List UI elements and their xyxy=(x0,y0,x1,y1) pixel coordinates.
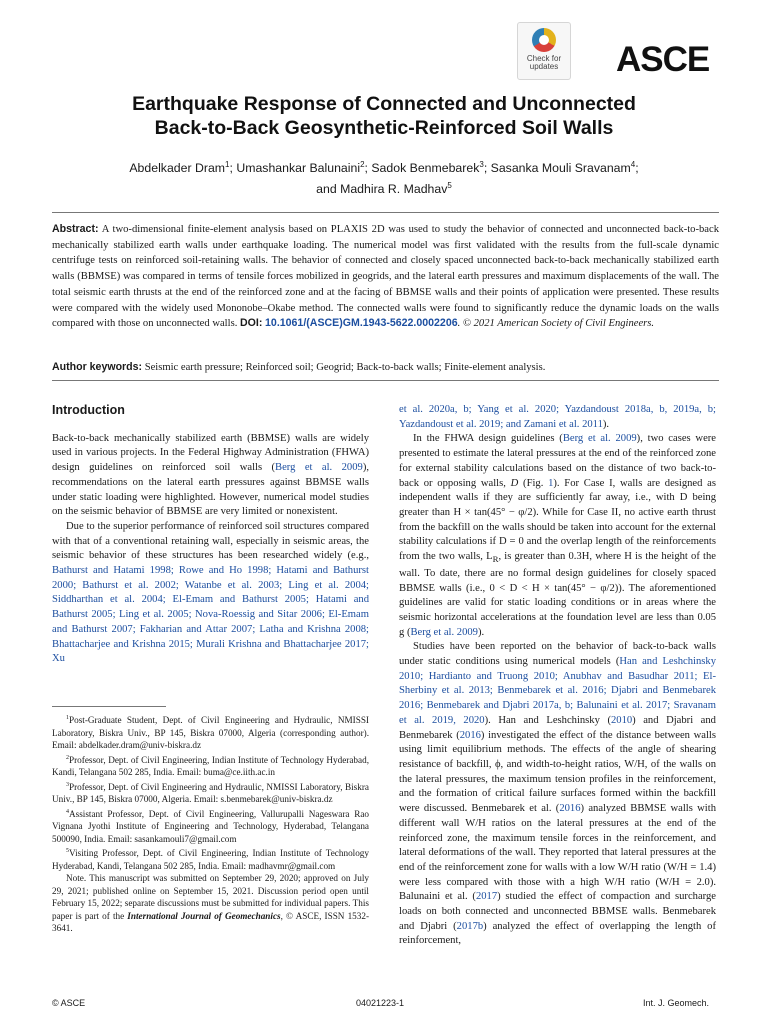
affil-mark: 2 xyxy=(360,160,365,169)
text: Due to the superior performance of reinforced soil structures compared with that of a conventional retaining wall, especially in seismic areas, the seismic behavior of these structures has been researched widely (e.g., xyxy=(52,520,369,562)
abstract-label: Abstract: xyxy=(52,223,99,235)
affil-mark: 4 xyxy=(630,160,636,169)
author-line-2 xyxy=(60,177,708,198)
fn-text: Visiting Professor, Dept. of Civil Engineering, Indian Institute of Technology Hyderabad, Kandi, Telangana 502 285, India. Email: madhavmr@gmail.com xyxy=(52,848,369,871)
affil-mark: 5 xyxy=(447,181,452,191)
author: and Madhira R. Madhav xyxy=(316,182,448,197)
citation-link[interactable]: 2016 xyxy=(559,803,581,815)
manuscript-note xyxy=(52,872,369,935)
text: Studies have been reported on the behavior of back-to-back walls under static conditions using numerical models ( xyxy=(399,641,716,668)
paragraph xyxy=(52,432,369,520)
asce-logo xyxy=(616,42,722,78)
author: Abdelkader Dram xyxy=(129,161,226,176)
fn-mark: 5 xyxy=(66,848,69,855)
crossmark-icon xyxy=(532,28,556,52)
author-keywords xyxy=(52,360,719,375)
text: ), recommendations on the lateral earth pressures against BBMSE walls under static loading were highlighted. However, numerical model studies on the seismic behavior of BBMSE are very limited or nonexistent. xyxy=(52,462,369,518)
fn-text: Post-Graduate Student, Dept. of Civil Engineering and Hydraulic, NMISSI Laboratory, Biskra Univ., BP 145, Biskra 07000, Algeria (corresponding author). Email: abdelkader.dram@univ-biskra.dz xyxy=(52,715,369,751)
right-column xyxy=(399,403,716,949)
fn-mark: 2 xyxy=(66,754,69,761)
footnote-divider xyxy=(52,706,166,707)
copyright-text: . © 2021 American Society of Civil Engineers. xyxy=(457,318,655,330)
keywords-text: Seismic earth pressure; Reinforced soil; Geogrid; Back-to-back walls; Finite-element analysis. xyxy=(142,362,546,373)
citation-links[interactable]: Han and Leshchinsky 2010; Hardianto and Truong 2010; Anubhav and Basudhar 2011; El-Sherbiny et al. 2013; Benmebarek et al. 2016; Djabri and Benmebarek 2016; Benmebarek and Djabri 2017a, b; Balunaini et al. 2017; Sravanam et al. 2019, 2020 xyxy=(399,656,716,726)
author-sep: ; xyxy=(635,161,639,176)
footnotes xyxy=(52,712,369,935)
citation-link[interactable]: Berg et al. 2009 xyxy=(275,462,363,474)
footer-page-id: 04021223-1 xyxy=(356,998,405,1008)
text: ), two cases were presented to estimate the lateral pressures at the end of the reinforced zone for external stability calculations based on the distance of two back-to-back or opposing walls, xyxy=(399,433,716,489)
footnote xyxy=(52,779,369,806)
citation-link[interactable]: Berg et al. 2009 xyxy=(410,626,478,638)
paragraph xyxy=(399,640,716,949)
affil-mark: 1 xyxy=(225,160,230,169)
citation-links[interactable]: Bathurst and Hatami 1998; Rowe and Ho 1998; Hatami and Bathurst 2000; Bathurst et al. 2002; Watanbe et al. 2003; Ling et al. 2004; Siddharthan et al. 2004; El-Emam and Bathurst 2005; Hatami and Bathurst 2005; Ling et al. 2005; Nova-Roessig and Sitar 2006; El-Emam and Bathurst 2007; Fakharian and Attar 2007; Latha and Krishna 2008; Bhattacharjee and Krishna 2015; Murali Krishna and Bhattacharjee 2017; Xu xyxy=(52,565,369,665)
fn-text: Professor, Dept. of Civil Engineering and Hydraulic, NMISSI Laboratory, Biskra Univ., BP 145, Biskra 07000, Algeria. Email: s.benmebarek@univ-biskra.dz xyxy=(52,781,369,805)
text: In the FHWA design guidelines ( xyxy=(413,433,563,445)
citation-link[interactable]: 2010 xyxy=(610,714,633,726)
abstract-text: A two-dimensional finite-element analysis based on PLAXIS 2D was used to study the behavior of connected and unconnected back-to-back mechanically stabilized earth walls under earthquake loading. The numerical model was first validated with the results from the full-scale dynamic centrifuge tests on reinforced soil-retaining walls. The behavior of connected and closely spaced unconnected back-to-back mechanically stabilized earth walls (BBMSE) was compared in terms of tensile forces mobilized in geogrids, and the lateral earth pressures and maximum displacements of the wall. The total seismic earth thrusts at the end of the reinforced zone and at the facing of BBMSE walls and their points of application were presented. These results were compared with the widely used Mononobe–Okabe method. The connected walls were found to significantly reduce the dynamic loads on the walls compared with those on unconnected walls. xyxy=(52,224,719,330)
text: (Fig. xyxy=(518,477,549,489)
text: , is greater than 0.3H, where H is the height of the wall. To date, there are no formal design guidelines for closely spaced BBMSE walls (i.e., 0 < D < H × tan(45° − φ/2)). The aforementioned guidelines are valid for static loading conditions or in areas where the seismic horizontal accelerations at the foundation level are less than 0.05 g ( xyxy=(399,551,716,638)
author-list xyxy=(60,156,708,198)
badge-line1: Check for xyxy=(526,54,562,63)
citation-link[interactable]: 2016 xyxy=(459,729,481,741)
footnote xyxy=(52,806,369,846)
footnote xyxy=(52,752,369,779)
author-line-1 xyxy=(60,156,708,177)
text: ) studied the effect of compaction and surcharge loads on both connected and unconnected BBMSE walls. Benmebarek and Djabri ( xyxy=(399,891,716,932)
fn-text: Professor, Dept. of Civil Engineering, Indian Institute of Technology Hyderabad, Kandi, Telangana 502 285, India. Email: buma@ce.iith.ac.in xyxy=(52,754,369,778)
text: ). xyxy=(602,418,610,430)
footer-journal: Int. J. Geomech. xyxy=(643,998,710,1008)
footnote xyxy=(52,712,369,752)
citation-links[interactable]: et al. 2020a, b; Yang et al. 2020; Yazdandoust 2018a, b, 2019a, b; Yazdandoust et al. 2019; and Zamani et al. 2011 xyxy=(399,404,716,430)
text: ). Han and Leshchinsky ( xyxy=(484,714,611,726)
text: ) analyzed the effect of overlapping the length of reinforcement, xyxy=(399,920,716,947)
journal-name: International Journal of Geomechanics xyxy=(127,910,281,921)
paper-title xyxy=(60,92,708,140)
left-column xyxy=(52,403,369,667)
doi-link[interactable]: 10.1061/(ASCE)GM.1943-5622.0002206 xyxy=(265,317,458,330)
subscript: R xyxy=(492,554,499,565)
figure-link[interactable]: 1 xyxy=(548,477,554,489)
divider-keywords xyxy=(52,380,719,381)
footer-left: © ASCE xyxy=(52,998,86,1008)
citation-link[interactable]: 2017b xyxy=(456,920,484,932)
title-line-2: Back-to-Back Geosynthetic-Reinforced Soil Walls xyxy=(154,117,614,139)
check-for-updates-badge[interactable] xyxy=(517,22,571,80)
fn-mark: 4 xyxy=(66,808,69,815)
citation-link[interactable]: 2017 xyxy=(475,891,498,903)
paragraph xyxy=(52,520,369,667)
paragraph xyxy=(399,432,716,640)
fn-mark: 3 xyxy=(66,781,69,788)
divider-top xyxy=(52,212,719,213)
keywords-label: Author keywords: xyxy=(52,361,143,373)
text: ) analyzed BBMSE walls with different wall W/H ratios on the lateral pressures at the end of the reinforced zone, the maximum tensile forces in the reinforcement, and lateral deformations of the wall. They reported that lateral pressures at the end of the reinforcement zone for walls with a low W/H ratio (W/H = 1.4) were less compared with those with a high W/H ratio (W/H = 2.0). Balunaini et al. ( xyxy=(399,803,716,903)
text: Back-to-back mechanically stabilized earth (BBMSE) walls are widely used in various projects. In the Federal Highway Administration (FHWA) design guidelines on reinforced soil walls ( xyxy=(52,432,369,474)
text: ). xyxy=(477,626,485,638)
text: D xyxy=(510,477,519,489)
badge-line2: updates xyxy=(529,62,559,71)
footnote xyxy=(52,845,369,872)
text: Note. This manuscript was submitted on September 29, 2020; approved on July 29, 2021; published online on September 15, 2021. Discussion period open until February 15, 2022; separate discussions must be submitted for individual papers. This paper is part of the xyxy=(52,873,369,921)
asce-logo-text: ASCE xyxy=(616,40,710,79)
abstract xyxy=(52,222,719,332)
doi-label: DOI: xyxy=(240,317,263,330)
fn-text: Assistant Professor, Dept. of Civil Engineering, Vallurupalli Nageswara Rao Vignana Jyothi Institute of Engineering and Technology, Hyderabad, Telangana 500090, India. Email: sasankamouli7@gmail.com xyxy=(52,808,369,844)
author: ; Sasanka Mouli Sravanam xyxy=(483,161,631,176)
citation-link[interactable]: Berg et al. 2009 xyxy=(562,433,637,445)
author: ; Sadok Benmebarek xyxy=(364,161,480,176)
section-heading-introduction: Introduction xyxy=(52,403,125,417)
author: ; Umashankar Balunaini xyxy=(229,161,361,176)
paragraph xyxy=(399,403,716,432)
text: ). For Case I, walls are designed as independent walls if they are sufficiently far away, i.e., with D being greater than H × tan(45° − φ/2). While for Case II, no active earth thrust from the backfill on the walls should be taken into account for the external stability calculations if D = 0 and the overlap length of the reinforcements from the two walls, L xyxy=(399,477,716,563)
title-line-1: Earthquake Response of Connected and Unconnected xyxy=(132,93,636,115)
text: , © ASCE, ISSN 1532-3641. xyxy=(52,910,369,934)
text: ) and Djabri and Benmebarek ( xyxy=(399,714,716,741)
fn-mark: 1 xyxy=(66,715,69,721)
affil-mark: 3 xyxy=(479,160,484,169)
text: ) investigated the effect of the distance between walls using limit equilibrium methods. The effects of the angle of shearing resistance of backfill, ϕ, and width-to-height ratios, W/H, of the walls on the lateral pressures, the maximum tension profiles in the reinforcement, and the formation of critical failure surfaces formed within the backfill were discussed. Benmebarek et al. ( xyxy=(399,729,716,815)
